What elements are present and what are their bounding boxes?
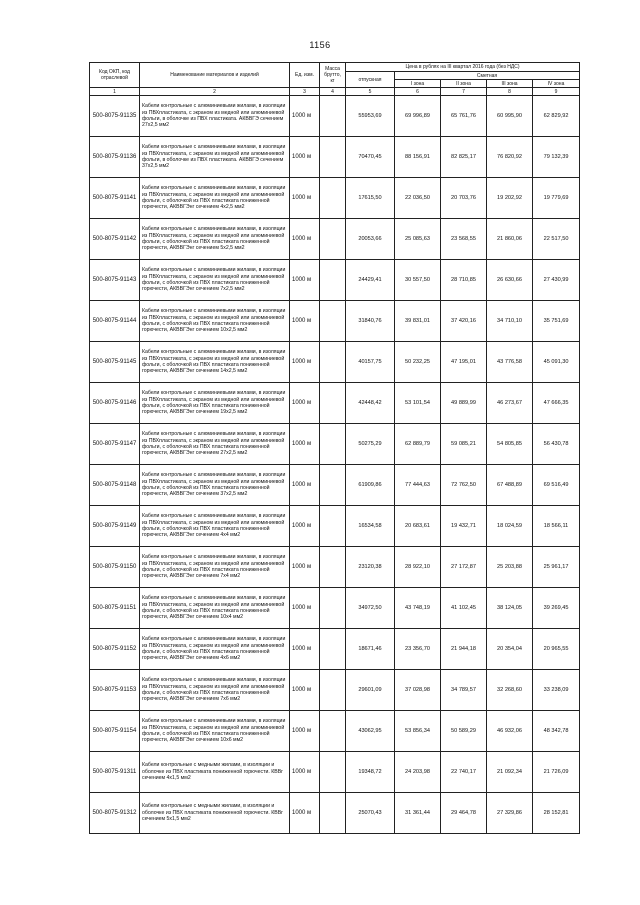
product-name: Кабели контрольные с алюминиевыми жилами, в изоляции из ПВХпластиката, с экраном из медной или алюминиевой фольги, с оболочкой из ПВХ пластиката пониженной горючести, АКВВГЭнг сечением 7х4 мм2 bbox=[140, 547, 290, 588]
product-code: 500-8075-91136 bbox=[90, 137, 140, 178]
gross-mass bbox=[320, 629, 346, 670]
price-zone-2: 19 432,71 bbox=[441, 506, 487, 547]
gross-mass bbox=[320, 301, 346, 342]
unit: 1000 м bbox=[290, 96, 320, 137]
price-zone-4: 18 566,11 bbox=[533, 506, 580, 547]
unit: 1000 м bbox=[290, 260, 320, 301]
header-release-price: отпускная bbox=[346, 72, 395, 88]
column-number: 5 bbox=[346, 88, 395, 96]
price-zone-1: 77 444,63 bbox=[395, 465, 441, 506]
price-zone-3: 54 805,85 bbox=[487, 424, 533, 465]
product-name: Кабели контрольные с алюминиевыми жилами, в изоляции из ПВХпластиката, с экраном из медной или алюминиевой фольги, с оболочкой из ПВХ пластиката пониженной горючести, АКВВГЭнг сечением 27х2,5 мм2 bbox=[140, 424, 290, 465]
price-zone-4: 22 517,50 bbox=[533, 219, 580, 260]
product-code: 500-8075-91149 bbox=[90, 506, 140, 547]
table-row bbox=[90, 670, 580, 711]
price-zone-1: 88 156,91 bbox=[395, 137, 441, 178]
gross-mass bbox=[320, 465, 346, 506]
product-name: Кабели контрольные с медными жилами, в изоляции и оболочке из ПВХ пластиката пониженной горючести. КВВг сечением 4х1,5 мм2 bbox=[140, 752, 290, 793]
unit: 1000 м bbox=[290, 670, 320, 711]
gross-mass bbox=[320, 178, 346, 219]
price-zone-1: 20 683,61 bbox=[395, 506, 441, 547]
product-name: Кабели контрольные с алюминиевыми жилами, в изоляции из ПВХпластиката, с экраном из медной или алюминиевой фольги, в оболочке из ПВХ пластиката. АКВВГЭ сечением 37х2,5 мм2 bbox=[140, 137, 290, 178]
price-zone-1: 24 203,98 bbox=[395, 752, 441, 793]
header-price-group: Цена в рублях на III квартал 2016 года (без НДС) bbox=[346, 63, 580, 72]
release-price: 34972,50 bbox=[346, 588, 395, 629]
price-zone-4: 79 132,39 bbox=[533, 137, 580, 178]
price-zone-4: 47 666,35 bbox=[533, 383, 580, 424]
gross-mass bbox=[320, 588, 346, 629]
price-zone-2: 47 195,01 bbox=[441, 342, 487, 383]
product-code: 500-8075-91142 bbox=[90, 219, 140, 260]
price-zone-2: 22 740,17 bbox=[441, 752, 487, 793]
gross-mass bbox=[320, 383, 346, 424]
unit: 1000 м bbox=[290, 424, 320, 465]
gross-mass bbox=[320, 752, 346, 793]
header-zone-1: I зона bbox=[395, 80, 441, 88]
price-zone-2: 28 710,85 bbox=[441, 260, 487, 301]
column-number: 2 bbox=[140, 88, 290, 96]
table-row bbox=[90, 752, 580, 793]
release-price: 40157,75 bbox=[346, 342, 395, 383]
table-row bbox=[90, 342, 580, 383]
price-zone-1: 43 748,19 bbox=[395, 588, 441, 629]
release-price: 16534,58 bbox=[346, 506, 395, 547]
release-price: 19348,72 bbox=[346, 752, 395, 793]
unit: 1000 м bbox=[290, 588, 320, 629]
table-body bbox=[90, 96, 580, 834]
price-zone-1: 37 028,98 bbox=[395, 670, 441, 711]
unit: 1000 м bbox=[290, 752, 320, 793]
table-row bbox=[90, 260, 580, 301]
release-price: 23120,38 bbox=[346, 547, 395, 588]
price-zone-3: 38 124,05 bbox=[487, 588, 533, 629]
release-price: 18671,46 bbox=[346, 629, 395, 670]
product-code: 500-8075-91154 bbox=[90, 711, 140, 752]
table-row bbox=[90, 793, 580, 834]
gross-mass bbox=[320, 711, 346, 752]
price-zone-1: 62 889,79 bbox=[395, 424, 441, 465]
price-zone-4: 20 965,55 bbox=[533, 629, 580, 670]
price-zone-2: 34 789,57 bbox=[441, 670, 487, 711]
price-zone-4: 35 751,69 bbox=[533, 301, 580, 342]
price-table bbox=[89, 62, 580, 834]
column-number: 7 bbox=[441, 88, 487, 96]
table-row bbox=[90, 219, 580, 260]
product-name: Кабели контрольные с алюминиевыми жилами, в изоляции из ПВХпластиката, с экраном из медной или алюминиевой фольги, с оболочкой из ПВХ пластиката пониженной горючести, АКВВГЭнг сечением 10х6 мм2 bbox=[140, 711, 290, 752]
price-zone-2: 72 762,50 bbox=[441, 465, 487, 506]
gross-mass bbox=[320, 506, 346, 547]
release-price: 50275,29 bbox=[346, 424, 395, 465]
price-zone-4: 48 342,78 bbox=[533, 711, 580, 752]
table-row bbox=[90, 465, 580, 506]
price-zone-4: 33 238,09 bbox=[533, 670, 580, 711]
unit: 1000 м bbox=[290, 219, 320, 260]
header-unit: Ед. изм. bbox=[290, 63, 320, 88]
product-code: 500-8075-91153 bbox=[90, 670, 140, 711]
product-name: Кабели контрольные с алюминиевыми жилами, в изоляции из ПВХпластиката, с экраном из медной или алюминиевой фольги, с оболочкой из ПВХ пластиката пониженной горючести, АКВВГЭнг сечением 4х4 мм2 bbox=[140, 506, 290, 547]
header-zone-4: IV зона bbox=[533, 80, 580, 88]
price-zone-1: 50 232,25 bbox=[395, 342, 441, 383]
unit: 1000 м bbox=[290, 137, 320, 178]
product-code: 500-8075-91312 bbox=[90, 793, 140, 834]
product-code: 500-8075-91148 bbox=[90, 465, 140, 506]
table-row bbox=[90, 383, 580, 424]
header-name: Наименование материалов и изделий bbox=[140, 63, 290, 88]
price-zone-4: 27 430,99 bbox=[533, 260, 580, 301]
price-zone-2: 41 102,45 bbox=[441, 588, 487, 629]
price-zone-2: 37 420,16 bbox=[441, 301, 487, 342]
price-zone-4: 56 430,78 bbox=[533, 424, 580, 465]
price-zone-4: 69 516,49 bbox=[533, 465, 580, 506]
unit: 1000 м bbox=[290, 383, 320, 424]
price-zone-2: 29 464,78 bbox=[441, 793, 487, 834]
price-zone-3: 32 268,60 bbox=[487, 670, 533, 711]
product-name: Кабели контрольные с алюминиевыми жилами, в изоляции из ПВХпластиката, с экраном из медной или алюминиевой фольги, с оболочкой из ПВХ пластиката пониженной горючести, АКВВГЭнг сечением 7х2,5 мм2 bbox=[140, 260, 290, 301]
price-zone-3: 46 273,67 bbox=[487, 383, 533, 424]
product-code: 500-8075-91141 bbox=[90, 178, 140, 219]
gross-mass bbox=[320, 424, 346, 465]
price-zone-3: 67 488,89 bbox=[487, 465, 533, 506]
price-zone-3: 60 995,90 bbox=[487, 96, 533, 137]
unit: 1000 м bbox=[290, 342, 320, 383]
gross-mass bbox=[320, 96, 346, 137]
column-number: 4 bbox=[320, 88, 346, 96]
product-code: 500-8075-91144 bbox=[90, 301, 140, 342]
release-price: 17615,50 bbox=[346, 178, 395, 219]
price-zone-2: 59 085,21 bbox=[441, 424, 487, 465]
price-zone-4: 19 779,69 bbox=[533, 178, 580, 219]
table-row bbox=[90, 301, 580, 342]
column-number-row bbox=[90, 88, 580, 96]
release-price: 55953,69 bbox=[346, 96, 395, 137]
price-zone-4: 62 829,92 bbox=[533, 96, 580, 137]
price-zone-1: 39 831,01 bbox=[395, 301, 441, 342]
table-row bbox=[90, 137, 580, 178]
price-zone-2: 27 172,87 bbox=[441, 547, 487, 588]
gross-mass bbox=[320, 342, 346, 383]
price-zone-3: 18 024,59 bbox=[487, 506, 533, 547]
price-zone-3: 20 354,04 bbox=[487, 629, 533, 670]
product-name: Кабели контрольные с алюминиевыми жилами, в изоляции из ПВХпластиката, с экраном из медной или алюминиевой фольги, с оболочкой из ПВХ пластиката пониженной горючести, АКВВГЭнг сечением 19х2,5 мм2 bbox=[140, 383, 290, 424]
price-zone-2: 20 703,76 bbox=[441, 178, 487, 219]
price-zone-4: 25 961,17 bbox=[533, 547, 580, 588]
gross-mass bbox=[320, 137, 346, 178]
release-price: 25070,43 bbox=[346, 793, 395, 834]
product-name: Кабели контрольные с алюминиевыми жилами, в изоляции из ПВХпластиката, с экраном из медной или алюминиевой фольги, с оболочкой из ПВХ пластиката пониженной горючести, АКВВГЭнг сечением 4х6 мм2 bbox=[140, 629, 290, 670]
release-price: 42448,42 bbox=[346, 383, 395, 424]
release-price: 70470,45 bbox=[346, 137, 395, 178]
product-name: Кабели контрольные с алюминиевыми жилами, в изоляции из ПВХпластиката, с экраном из медной или алюминиевой фольги, с оболочкой из ПВХ пластиката пониженной горючести, АКВВГЭнг сечением 10х4 мм2 bbox=[140, 588, 290, 629]
unit: 1000 м bbox=[290, 793, 320, 834]
unit: 1000 м bbox=[290, 178, 320, 219]
price-zone-2: 21 944,18 bbox=[441, 629, 487, 670]
price-zone-1: 69 996,89 bbox=[395, 96, 441, 137]
unit: 1000 м bbox=[290, 506, 320, 547]
table-row bbox=[90, 588, 580, 629]
table-row bbox=[90, 424, 580, 465]
release-price: 61909,86 bbox=[346, 465, 395, 506]
unit: 1000 м bbox=[290, 465, 320, 506]
product-code: 500-8075-91146 bbox=[90, 383, 140, 424]
price-zone-2: 23 568,55 bbox=[441, 219, 487, 260]
product-name: Кабели контрольные с алюминиевыми жилами, в изоляции из ПВХпластиката, с экраном из медной или алюминиевой фольги, с оболочкой из ПВХ пластиката пониженной горючести, АКВВГЭнг сечением 10х2,5 мм2 bbox=[140, 301, 290, 342]
release-price: 31840,76 bbox=[346, 301, 395, 342]
gross-mass bbox=[320, 260, 346, 301]
product-code: 500-8075-91145 bbox=[90, 342, 140, 383]
release-price: 20053,66 bbox=[346, 219, 395, 260]
price-zone-2: 50 589,29 bbox=[441, 711, 487, 752]
gross-mass bbox=[320, 219, 346, 260]
price-zone-1: 53 101,54 bbox=[395, 383, 441, 424]
price-zone-3: 21 092,34 bbox=[487, 752, 533, 793]
table-row bbox=[90, 711, 580, 752]
product-name: Кабели контрольные с алюминиевыми жилами, в изоляции из ПВХпластиката, с экраном из медной или алюминиевой фольги, с оболочкой из ПВХ пластиката пониженной горючести, АКВВГЭнг сечением 5х2,5 мм2 bbox=[140, 219, 290, 260]
price-zone-3: 27 329,86 bbox=[487, 793, 533, 834]
table-row bbox=[90, 506, 580, 547]
price-zone-4: 21 726,09 bbox=[533, 752, 580, 793]
column-number: 1 bbox=[90, 88, 140, 96]
price-zone-2: 82 825,17 bbox=[441, 137, 487, 178]
price-zone-3: 25 203,88 bbox=[487, 547, 533, 588]
header-mass: Масса брутто, кг bbox=[320, 63, 346, 88]
price-zone-2: 49 889,99 bbox=[441, 383, 487, 424]
unit: 1000 м bbox=[290, 301, 320, 342]
gross-mass bbox=[320, 547, 346, 588]
column-number: 9 bbox=[533, 88, 580, 96]
price-zone-4: 39 269,45 bbox=[533, 588, 580, 629]
product-name: Кабели контрольные с алюминиевыми жилами, в изоляции из ПВХпластиката, с экраном из медной или алюминиевой фольги, с оболочкой из ПВХ пластиката пониженной горючести, АКВВГЭнг сечением 7х6 мм2 bbox=[140, 670, 290, 711]
unit: 1000 м bbox=[290, 629, 320, 670]
gross-mass bbox=[320, 793, 346, 834]
table-row bbox=[90, 178, 580, 219]
product-name: Кабели контрольные с медными жилами, в изоляции и оболочке из ПВХ пластиката пониженной горючести. КВВг сечением 5х1,5 мм2 bbox=[140, 793, 290, 834]
column-number: 6 bbox=[395, 88, 441, 96]
price-zone-1: 23 356,70 bbox=[395, 629, 441, 670]
product-code: 500-8075-91143 bbox=[90, 260, 140, 301]
header-zone-3: III зона bbox=[487, 80, 533, 88]
table-row bbox=[90, 96, 580, 137]
gross-mass bbox=[320, 670, 346, 711]
price-zone-1: 53 856,34 bbox=[395, 711, 441, 752]
price-zone-1: 31 361,44 bbox=[395, 793, 441, 834]
release-price: 43062,95 bbox=[346, 711, 395, 752]
table-row bbox=[90, 547, 580, 588]
price-zone-3: 34 710,10 bbox=[487, 301, 533, 342]
product-code: 500-8075-91147 bbox=[90, 424, 140, 465]
unit: 1000 м bbox=[290, 547, 320, 588]
product-code: 500-8075-91135 bbox=[90, 96, 140, 137]
column-number: 3 bbox=[290, 88, 320, 96]
unit: 1000 м bbox=[290, 711, 320, 752]
price-zone-3: 26 630,66 bbox=[487, 260, 533, 301]
price-zone-3: 19 202,92 bbox=[487, 178, 533, 219]
release-price: 29601,09 bbox=[346, 670, 395, 711]
price-zone-1: 28 922,10 bbox=[395, 547, 441, 588]
product-name: Кабели контрольные с алюминиевыми жилами, в изоляции из ПВХпластиката, с экраном из медной или алюминиевой фольги, с оболочкой из ПВХ пластиката пониженной горючести, АКВВГЭнг сечением 37х2,5 мм2 bbox=[140, 465, 290, 506]
header-zone-2: II зона bbox=[441, 80, 487, 88]
price-zone-2: 65 761,76 bbox=[441, 96, 487, 137]
price-zone-4: 45 091,30 bbox=[533, 342, 580, 383]
release-price: 24429,41 bbox=[346, 260, 395, 301]
product-name: Кабели контрольные с алюминиевыми жилами, в изоляции из ПВХпластиката, с экраном из медной или алюминиевой фольги, в оболочке из ПВХ пластиката. АКВВГЭ сечением 27х2,5 мм2 bbox=[140, 96, 290, 137]
product-name: Кабели контрольные с алюминиевыми жилами, в изоляции из ПВХпластиката, с экраном из медной или алюминиевой фольги, с оболочкой из ПВХ пластиката пониженной горючести, АКВВГЭнг сечением 4х2,5 мм2 bbox=[140, 178, 290, 219]
price-zone-3: 43 776,58 bbox=[487, 342, 533, 383]
product-name: Кабели контрольные с алюминиевыми жилами, в изоляции из ПВХпластиката, с экраном из медной или алюминиевой фольги, с оболочкой из ПВХ пластиката пониженной горючести, АКВВГЭнг сечением 14х2,5 мм2 bbox=[140, 342, 290, 383]
price-zone-3: 21 860,06 bbox=[487, 219, 533, 260]
header-code: Код ОКП, код отраслевой bbox=[90, 63, 140, 88]
price-zone-1: 30 557,50 bbox=[395, 260, 441, 301]
column-number: 8 bbox=[487, 88, 533, 96]
page-number: 1156 bbox=[309, 40, 331, 50]
product-code: 500-8075-91152 bbox=[90, 629, 140, 670]
product-code: 500-8075-91151 bbox=[90, 588, 140, 629]
price-zone-3: 46 932,06 bbox=[487, 711, 533, 752]
product-code: 500-8075-91311 bbox=[90, 752, 140, 793]
table-row bbox=[90, 629, 580, 670]
header-estimate: Сметная bbox=[395, 72, 580, 80]
product-code: 500-8075-91150 bbox=[90, 547, 140, 588]
price-zone-1: 25 085,63 bbox=[395, 219, 441, 260]
price-zone-4: 28 152,81 bbox=[533, 793, 580, 834]
price-zone-1: 22 036,50 bbox=[395, 178, 441, 219]
price-zone-3: 76 820,92 bbox=[487, 137, 533, 178]
